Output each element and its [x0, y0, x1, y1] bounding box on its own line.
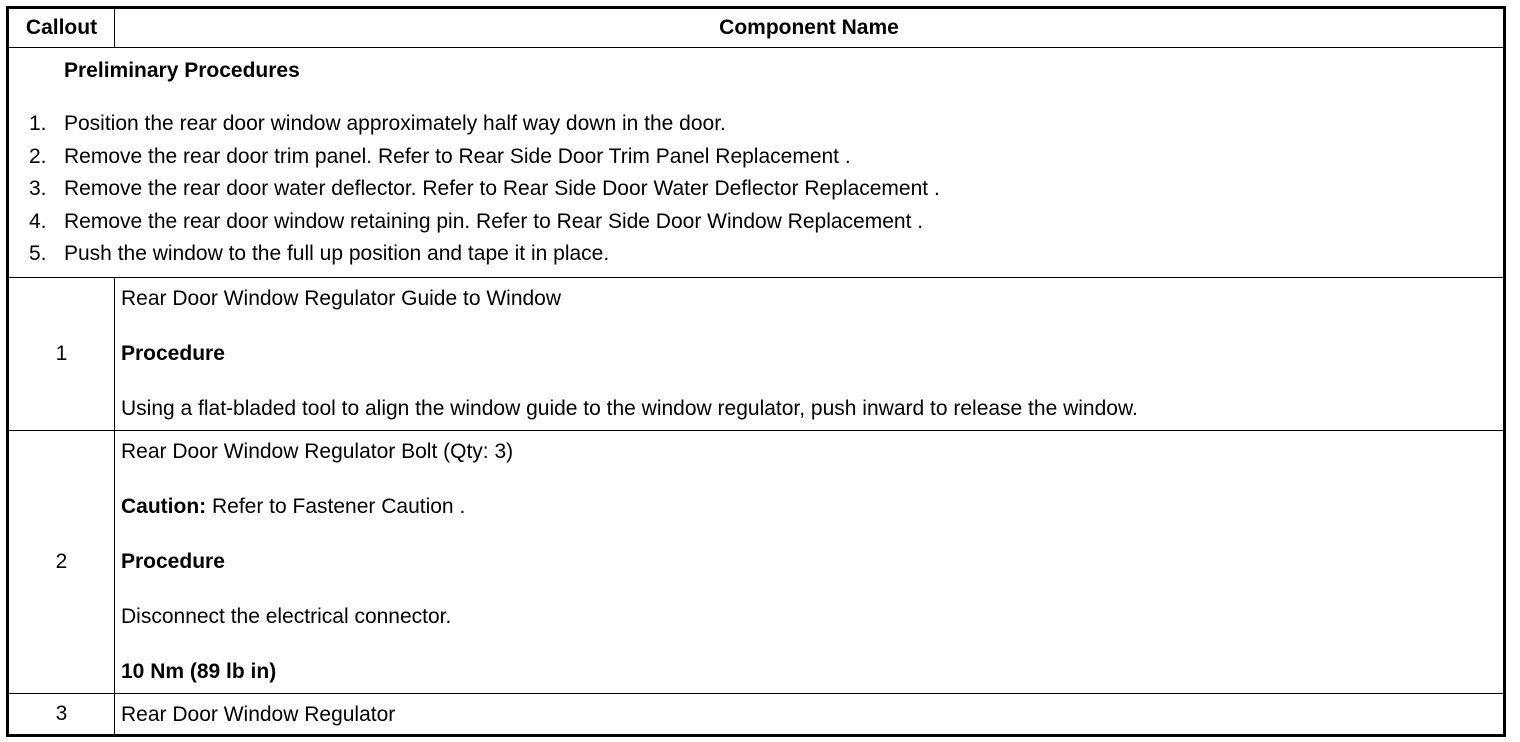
preliminary-title: Preliminary Procedures: [64, 59, 300, 82]
step-text: Remove the rear door window retaining pin. Refer to Rear Side Door Window Replacement .: [64, 209, 924, 233]
callout-number: 3: [8, 693, 115, 735]
torque-spec: 10 Nm (89 lb in): [121, 659, 277, 683]
header-component-name: Component Name: [115, 8, 1505, 48]
preliminary-row: [8, 48, 1505, 278]
component-name: Rear Door Window Regulator: [121, 702, 396, 726]
step-text: Position the rear door window approximately half way down in the door.: [64, 112, 726, 135]
component-cell: [115, 430, 1505, 693]
procedure-text: Using a flat-bladed tool to align the window guide to the window regulator, push inward to release the window.: [121, 396, 1138, 420]
procedure-label: Procedure: [121, 341, 225, 365]
table-header-row: [8, 8, 1505, 48]
preliminary-step: [29, 206, 1503, 239]
procedure-label: Procedure: [121, 549, 225, 573]
preliminary-steps: [29, 108, 1503, 271]
step-number: 3.: [29, 177, 47, 200]
table-row: [8, 693, 1505, 735]
procedure-text: Disconnect the electrical connector.: [121, 604, 452, 628]
caution-note: [121, 492, 1497, 522]
step-text: Remove the rear door trim panel. Refer to Rear Side Door Trim Panel Replacement .: [64, 144, 851, 168]
table-row: [8, 277, 1505, 430]
preliminary-step: [29, 173, 1503, 206]
preliminary-cell: [8, 48, 1505, 278]
caution-text: Refer to Fastener Caution .: [206, 494, 466, 518]
caution-label: Caution:: [121, 494, 207, 518]
preliminary-step: [29, 238, 1503, 271]
callout-number: 2: [8, 430, 115, 693]
component-cell: [115, 277, 1505, 430]
component-cell: [115, 693, 1505, 735]
component-name: Rear Door Window Regulator Guide to Window: [121, 286, 562, 310]
step-number: 2.: [29, 144, 47, 168]
component-table: [6, 6, 1506, 737]
step-number: 1.: [29, 112, 47, 135]
step-number: 4.: [29, 209, 47, 233]
header-callout: Callout: [8, 8, 115, 48]
step-number: 5.: [29, 242, 47, 265]
step-text: Remove the rear door water deflector. Refer to Rear Side Door Water Deflector Replacement .: [64, 177, 940, 200]
callout-number: 1: [8, 277, 115, 430]
preliminary-step: [29, 108, 1503, 141]
step-text: Push the window to the full up position and tape it in place.: [64, 242, 610, 265]
table-row: [8, 430, 1505, 693]
preliminary-step: [29, 141, 1503, 174]
component-name: Rear Door Window Regulator Bolt (Qty: 3): [121, 439, 514, 463]
